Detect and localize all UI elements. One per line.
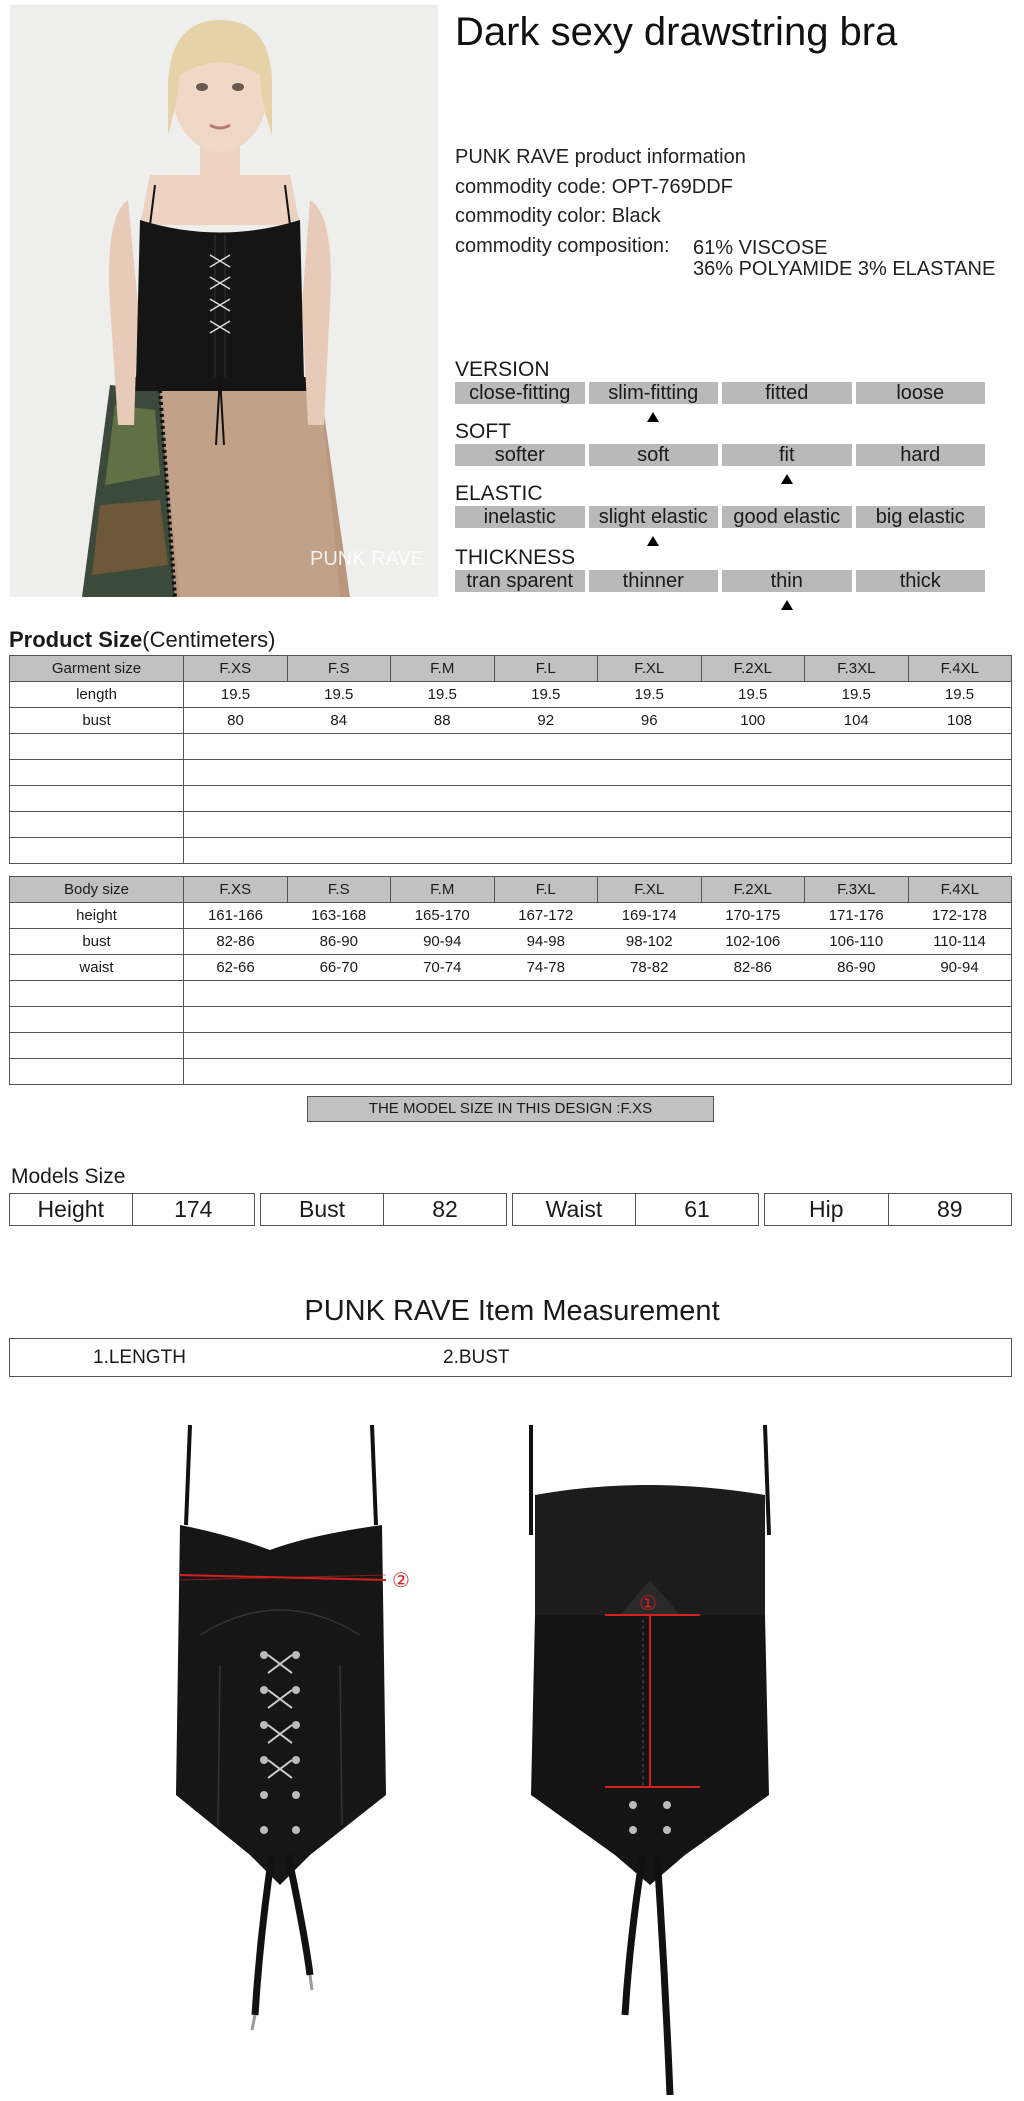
table-cell: 170-175 — [701, 903, 805, 929]
table-header-cell: Garment size — [10, 656, 184, 682]
table-row — [10, 903, 1012, 929]
table-row — [10, 708, 1012, 734]
model-waist-box — [512, 1193, 759, 1226]
attr-soft — [455, 420, 987, 466]
table-cell: 165-170 — [391, 903, 495, 929]
table-cell: 161-166 — [184, 903, 288, 929]
attr-option: tran sparent — [455, 570, 585, 592]
table-cell: 19.5 — [598, 682, 702, 708]
table-header-cell: F.3XL — [805, 656, 909, 682]
table-cell: 98-102 — [598, 929, 702, 955]
bust-marker: ② — [392, 1568, 410, 1592]
table-cell: 90-94 — [908, 955, 1012, 981]
table-cell: 19.5 — [494, 682, 598, 708]
table-cell: 100 — [701, 708, 805, 734]
measurement-item-length: 1.LENGTH — [93, 1347, 186, 1368]
garment-front — [176, 1425, 410, 2030]
table-cell: 104 — [805, 708, 909, 734]
table-row-empty — [10, 1059, 1012, 1085]
model-measure-label: Bust — [298, 1196, 346, 1222]
attr-option: loose — [856, 382, 986, 404]
model-measure-label: Hip — [808, 1196, 844, 1222]
model-measure-label: Height — [37, 1196, 104, 1222]
table-cell: 82-86 — [701, 955, 805, 981]
table-cell: 90-94 — [391, 929, 495, 955]
table-cell: 80 — [184, 708, 288, 734]
garment-measurement-illustration — [160, 1415, 860, 2095]
table-row — [10, 929, 1012, 955]
product-title: Dark sexy drawstring bra — [455, 10, 898, 54]
table-cell: 66-70 — [287, 955, 391, 981]
table-cell: length — [10, 682, 184, 708]
table-header-cell: F.4XL — [908, 656, 1012, 682]
table-cell: 172-178 — [908, 903, 1012, 929]
table-cell: 70-74 — [391, 955, 495, 981]
table-cell: 167-172 — [494, 903, 598, 929]
measurement-item-bust: 2.BUST — [443, 1347, 510, 1368]
product-size-unit: (Centimeters) — [142, 627, 276, 652]
table-row-empty — [10, 1007, 1012, 1033]
models-size-heading: Models Size — [11, 1165, 126, 1188]
table-row-empty — [10, 981, 1012, 1007]
model-hip-box — [764, 1193, 1012, 1226]
table-cell: 19.5 — [701, 682, 805, 708]
product-size-heading — [9, 627, 276, 653]
table-header-cell: F.M — [391, 877, 495, 903]
attr-option: fit — [722, 444, 852, 466]
table-row-empty — [10, 786, 1012, 812]
attr-option: inelastic — [455, 506, 585, 528]
table-cell: 19.5 — [391, 682, 495, 708]
table-cell: 169-174 — [598, 903, 702, 929]
table-cell: 78-82 — [598, 955, 702, 981]
attr-option: slight elastic — [589, 506, 719, 528]
table-row — [10, 955, 1012, 981]
photo-watermark: PUNK RAVE — [310, 548, 425, 570]
table-cell: 19.5 — [287, 682, 391, 708]
table-header-cell: F.S — [287, 877, 391, 903]
measurement-legend — [9, 1338, 1012, 1377]
composition-line-1: 61% VISCOSE — [693, 236, 828, 259]
model-measure-value: 82 — [383, 1194, 506, 1225]
table-header-cell: F.XL — [598, 877, 702, 903]
table-header-cell: F.2XL — [701, 877, 805, 903]
table-cell: 102-106 — [701, 929, 805, 955]
model-measure-value: 174 — [132, 1194, 255, 1225]
table-cell: 96 — [598, 708, 702, 734]
attr-option: thick — [856, 570, 986, 592]
table-cell: waist — [10, 955, 184, 981]
attr-option: thin — [722, 570, 852, 592]
attr-option: hard — [856, 444, 986, 466]
attr-option: softer — [455, 444, 585, 466]
table-cell: 110-114 — [908, 929, 1012, 955]
table-row-empty — [10, 1033, 1012, 1059]
table-header-cell: F.M — [391, 656, 495, 682]
product-size-title: Product Size — [9, 627, 143, 652]
attr-label: THICKNESS — [455, 546, 576, 569]
table-header-cell: F.3XL — [805, 877, 909, 903]
brand-info: PUNK RAVE product information — [455, 146, 746, 168]
model-photo-illustration — [10, 5, 438, 597]
table-row-empty — [10, 838, 1012, 864]
commodity-code-row — [455, 173, 746, 203]
body-size-table — [9, 876, 1012, 1085]
garment-size-table — [9, 655, 1012, 864]
model-measure-value: 89 — [888, 1194, 1012, 1225]
attr-option: slim-fitting — [589, 382, 719, 404]
color-label: commodity color: — [455, 205, 607, 227]
table-header-cell: Body size — [10, 877, 184, 903]
attr-label: VERSION — [455, 358, 550, 381]
table-header-cell: F.XS — [184, 877, 288, 903]
table-header-cell: F.XS — [184, 656, 288, 682]
composition-label: commodity composition: — [455, 234, 670, 257]
table-cell: 19.5 — [805, 682, 909, 708]
table-row-empty — [10, 734, 1012, 760]
table-cell: height — [10, 903, 184, 929]
model-photo — [10, 5, 438, 597]
measurement-title: PUNK RAVE Item Measurement — [304, 1295, 720, 1327]
color-value: Black — [611, 205, 661, 227]
table-cell: 163-168 — [287, 903, 391, 929]
table-cell: 86-90 — [805, 955, 909, 981]
commodity-composition-row — [455, 232, 996, 280]
table-cell: 94-98 — [494, 929, 598, 955]
table-cell: 171-176 — [805, 903, 909, 929]
table-cell: 106-110 — [805, 929, 909, 955]
model-measure-value: 61 — [635, 1194, 758, 1225]
garment-back — [531, 1425, 769, 2095]
model-bust-box — [260, 1193, 507, 1226]
table-header-cell: F.S — [287, 656, 391, 682]
table-cell: 88 — [391, 708, 495, 734]
table-cell: bust — [10, 708, 184, 734]
table-header-row — [10, 877, 1012, 903]
table-header-cell: F.L — [494, 877, 598, 903]
attr-option: thinner — [589, 570, 719, 592]
table-cell: 62-66 — [184, 955, 288, 981]
table-row-empty — [10, 760, 1012, 786]
table-header-cell: F.L — [494, 656, 598, 682]
model-size-note: THE MODEL SIZE IN THIS DESIGN :F.XS — [307, 1096, 714, 1122]
attr-option: good elastic — [722, 506, 852, 528]
model-measure-label: Waist — [545, 1196, 603, 1222]
table-header-cell: F.XL — [598, 656, 702, 682]
model-height-box — [9, 1193, 255, 1226]
attr-option: fitted — [722, 382, 852, 404]
models-size-row — [9, 1193, 1012, 1226]
product-info — [455, 143, 996, 280]
table-cell: 82-86 — [184, 929, 288, 955]
commodity-color-row — [455, 202, 746, 232]
table-header-cell: F.2XL — [701, 656, 805, 682]
table-row-empty — [10, 812, 1012, 838]
table-cell: 92 — [494, 708, 598, 734]
composition-line-2: 36% POLYAMIDE 3% ELASTANE — [693, 257, 996, 280]
code-value: OPT-769DDF — [611, 175, 733, 198]
table-cell: 86-90 — [287, 929, 391, 955]
garment-illustrations — [160, 1415, 860, 2095]
table-header-row — [10, 656, 1012, 682]
attr-option: close-fitting — [455, 382, 585, 404]
table-cell: 19.5 — [908, 682, 1012, 708]
attr-option: big elastic — [856, 506, 986, 528]
code-label: commodity code: — [455, 175, 607, 198]
attr-label: ELASTIC — [455, 482, 543, 505]
length-marker: ① — [639, 1591, 657, 1615]
attr-thickness — [455, 546, 987, 592]
attr-label: SOFT — [455, 420, 511, 443]
table-cell: 19.5 — [184, 682, 288, 708]
table-cell: 74-78 — [494, 955, 598, 981]
attr-elastic — [455, 482, 987, 528]
table-row — [10, 682, 1012, 708]
table-cell: bust — [10, 929, 184, 955]
table-header-cell: F.4XL — [908, 877, 1012, 903]
table-cell: 108 — [908, 708, 1012, 734]
attr-option: soft — [589, 444, 719, 466]
table-cell: 84 — [287, 708, 391, 734]
attr-version — [455, 358, 987, 404]
